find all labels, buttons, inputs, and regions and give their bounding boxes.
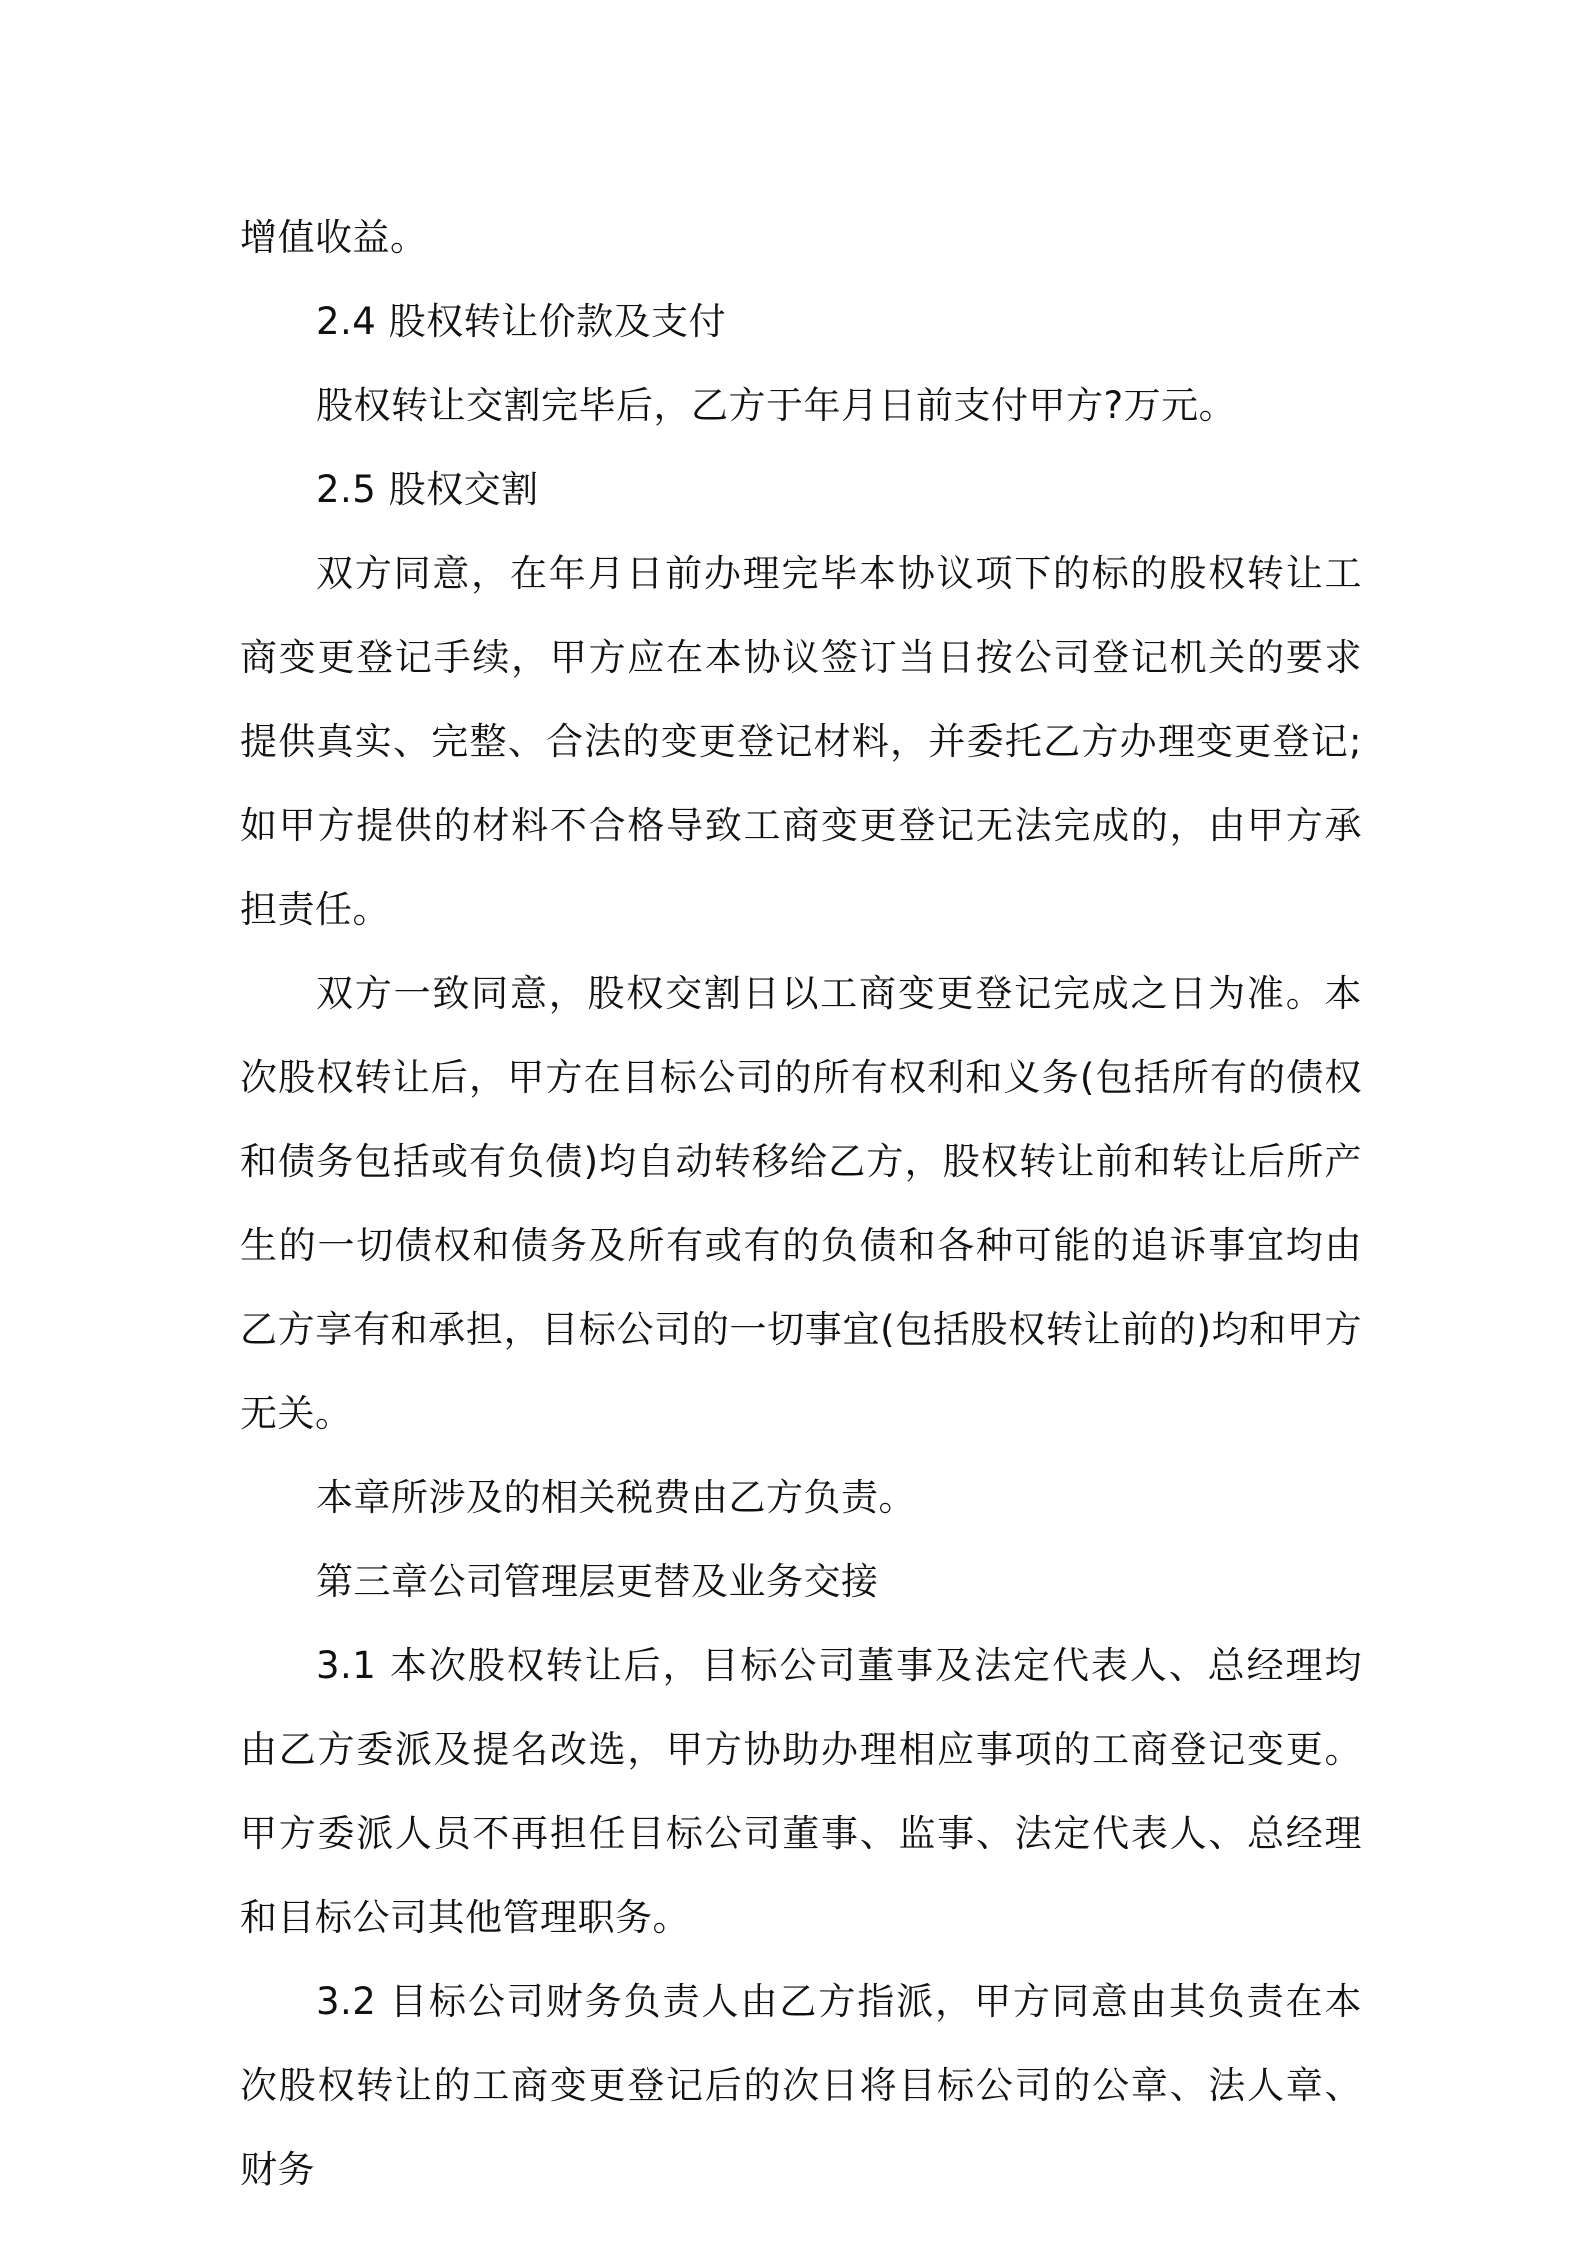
paragraph-2: 股权转让交割完毕后，乙方于年月日前支付甲方?万元。 [316, 384, 1237, 427]
paragraph-5: 本章所涉及的相关税费由乙方负责。 [316, 1476, 916, 1519]
paragraph-3-2: 3.2 目标公司财务负责人由乙方指派，甲方同意由其负责在本次股权转让的工商变更登记后的次日将目标公司的公章、法人章、财务 [240, 1980, 1362, 2191]
paragraph-1: 增值收益。 [240, 216, 428, 259]
document-page [240, 196, 1362, 2212]
chapter-heading-3: 第三章公司管理层更替及业务交接 [316, 1560, 879, 1603]
paragraph-4: 双方一致同意，股权交割日以工商变更登记完成之日为准。本次股权转让后，甲方在目标公司的所有权利和义务(包括所有的债权和债务包括或有负债)均自动转移给乙方，股权转让前和转让后所产生的一切债权和债务及所有或有的负债和各种可能的追诉事宜均由乙方享有和承担，目标公司的一切事宜(包括股权转让前的)均和甲方无关。 [240, 972, 1362, 1435]
paragraph-3-1: 3.1 本次股权转让后，目标公司董事及法定代表人、总经理均由乙方委派及提名改选，甲方协助办理相应事项的工商登记变更。甲方委派人员不再担任目标公司董事、监事、法定代表人、总经理和目标公司其他管理职务。 [240, 1644, 1362, 1939]
section-heading-2-4: 2.4 股权转让价款及支付 [316, 300, 727, 343]
section-heading-2-5: 2.5 股权交割 [316, 468, 539, 511]
paragraph-3: 双方同意，在年月日前办理完毕本协议项下的标的股权转让工商变更登记手续，甲方应在本协议签订当日按公司登记机关的要求提供真实、完整、合法的变更登记材料，并委托乙方办理变更登记;如甲方提供的材料不合格导致工商变更登记无法完成的，由甲方承担责任。 [240, 552, 1362, 931]
